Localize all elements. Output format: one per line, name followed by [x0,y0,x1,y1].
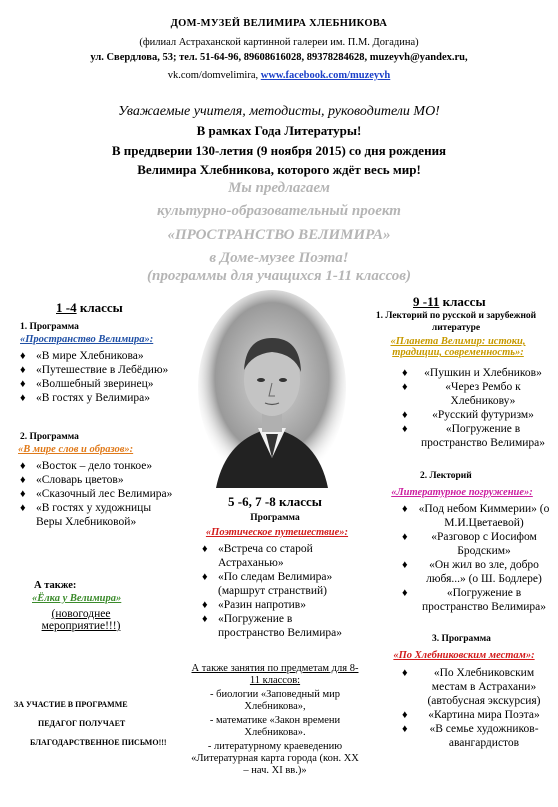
museum-title: ДОМ-МУЗЕЙ ВЕЛИМИРА ХЛЕБНИКОВА [170,18,388,29]
middle-column-title: 5 -6, 7 -8 классы [228,494,322,509]
list-item: ♦ «Погружение в пространство Велимира» [400,586,550,614]
extra-subject-local-history: - литературному краеведению «Литературная карта города (кон. XX – нач. XI вв.)» [191,741,359,776]
offer-line-4: в Доме-музее Поэта! [209,250,349,266]
right-program-2-name: «Литературное погружение»: [391,487,533,498]
extra-subject-biology: - биологии «Заповедный мир Хлебникова», [210,689,340,712]
list-item: ♦ «Восток – дело тонкое» [18,459,178,473]
list-item: ♦ «В гостях у Велимира» [18,391,198,405]
list-item: ♦ «Волшебный зверинец» [18,377,198,391]
right-program-2-heading: 2. Лекторий [420,471,472,481]
right-program-2-list [400,502,550,614]
list-item: ♦ «Пушкин и Хлебников» [400,366,548,380]
list-item: ♦ «По следам Велимира» (маршрут странствий) [200,570,360,598]
list-item: ♦ «Погружение в пространство Велимира» [400,422,548,450]
offer-line-3: «ПРОСТРАНСТВО ВЕЛИМИРА» [167,227,391,243]
intro-line-1: В рамках Года Литературы! [196,123,362,138]
left-program-1-name: «Пространство Велимира»: [20,334,154,345]
list-item: ♦ «В гостях у художницы Веры Хлебниковой» [18,501,178,529]
poet-portrait [196,288,348,488]
footer-line-2: ПЕДАГОГ ПОЛУЧАЕТ [38,719,126,728]
vk-link[interactable]: vk.com/domvelimira, [167,70,259,81]
right-program-1-heading: 1. Лекторий по русской и зарубежной литературе [375,311,537,333]
offer-line-2: культурно-образовательный проект [157,203,401,219]
list-item: ♦ «Русский футуризм» [400,408,548,422]
footer-line-1: ЗА УЧАСТИЕ В ПРОГРАММЕ [14,700,128,709]
list-item: ♦ «Путешествие в Лебёдию» [18,363,198,377]
also-label: А также: [34,580,77,591]
offer-line-5: (программы для учащихся 1-11 классов) [147,268,411,284]
list-item: ♦ «Через Рембо к Хлебникову» [400,380,548,408]
list-item: ♦ «В семье художников-авангардистов [400,722,550,750]
intro-line-3: Велимира Хлебникова, которого ждёт весь мир! [137,162,421,177]
museum-contacts: ул. Свердлова, 53; тел. 51-64-96, 89608616028, 89378284628, muzeyvh@yandex.ru, [90,52,468,63]
middle-program-heading: Программа [250,513,300,523]
middle-program-list [200,542,360,640]
intro-line-2: В преддверии 130-летия (9 ноября 2015) со дня рождения [111,143,447,158]
left-program-1-heading: 1. Программа [20,322,79,332]
social-links [0,70,558,81]
extra-subject-math: - математике «Закон времени Хлебникова». [209,715,341,738]
list-item: ♦ «Встреча со старой Астраханью» [200,542,360,570]
list-item: ♦ «По Хлебниковским местам в Астрахани» (автобусная экскурсия) [400,666,550,708]
right-program-1-list [400,366,548,450]
list-item: ♦ «В мире Хлебникова» [18,349,198,363]
list-item: ♦ «Сказочный лес Велимира» [18,487,178,501]
also-note: (новогоднее мероприятие!!!) [41,608,121,632]
right-column-title: 9 -11 классы [413,294,486,309]
right-program-3-list [400,666,550,750]
left-program-2-list [18,459,178,529]
left-program-2-heading: 2. Программа [20,432,79,442]
right-program-3-name: «По Хлебниковским местам»: [393,650,535,661]
museum-subtitle: (филиал Астраханской картинной галереи им. П.М. Догадина) [139,37,419,48]
list-item: ♦ «Картина мира Поэта» [400,708,550,722]
left-column-title: 1 -4 классы [56,300,123,315]
right-program-1-name: «Планета Велимир: истоки, традиции, современность»: [390,336,526,358]
list-item: ♦ «Погружение в пространство Велимира» [200,612,360,640]
list-item: ♦ «Разин напротив» [200,598,360,612]
list-item: ♦ «Словарь цветов» [18,473,178,487]
right-program-3-heading: 3. Программа [432,634,491,644]
left-program-1-list [18,349,198,405]
extra-subjects-heading: А также занятия по предметам для 8-11 классов: [191,663,359,686]
facebook-link[interactable]: www.facebook.com/muzeyvh [260,70,391,81]
list-item: ♦ «Он жил во зле, добро любя...» (о Ш. Бодлере) [400,558,550,586]
middle-program-name: «Поэтическое путешествие»: [205,527,349,538]
list-item: ♦ «Под небом Киммерии» (о М.И.Цветаевой) [400,502,550,530]
offer-line-1: Мы предлагаем [228,180,330,196]
greeting: Уважаемые учителя, методисты, руководители МО! [118,104,440,119]
footer-line-3: БЛАГОДАРСТВЕННОЕ ПИСЬМО!!! [30,738,167,747]
list-item: ♦ «Разговор с Иосифом Бродским» [400,530,550,558]
left-program-2-name: «В мире слов и образов»: [18,444,134,455]
also-program-name: «Ёлка у Велимира» [32,593,122,604]
